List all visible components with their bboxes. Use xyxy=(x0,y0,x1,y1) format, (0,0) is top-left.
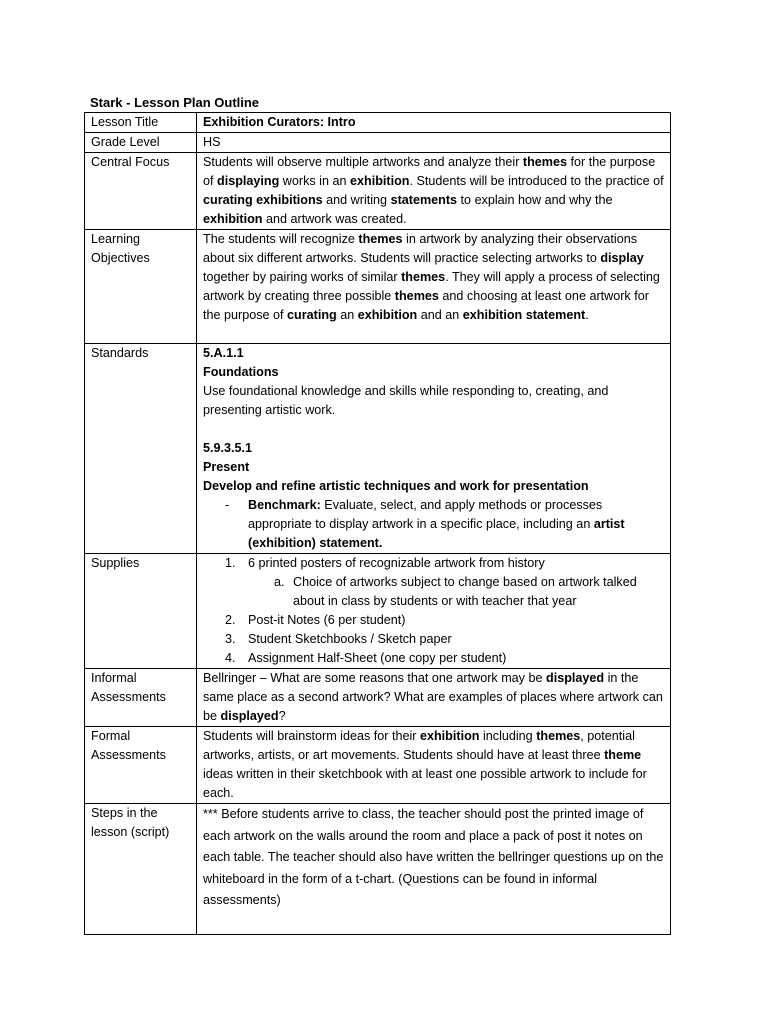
value-formal-assessments xyxy=(197,727,671,804)
label-learning-objectives: Learning Objectives xyxy=(85,230,197,344)
row-standards xyxy=(85,344,671,554)
benchmark-item: - Benchmark: Evaluate, select, and apply methods or processes appropriate to display artwork in a specific place, including an artist (exhibition) statement. xyxy=(225,498,625,550)
standard-heading-2: Present xyxy=(203,460,250,474)
standard-code-2: 5.9.3.5.1 xyxy=(203,441,253,455)
list-item: 1. 6 printed posters of recognizable artwork from history a. Choice of artworks subject to change based on artwork talked about in class by students or with teacher that year xyxy=(203,554,665,611)
label-central-focus: Central Focus xyxy=(85,153,197,230)
row-grade-level xyxy=(85,133,671,153)
lesson-title-text: Exhibition Curators: Intro xyxy=(203,115,356,129)
label-steps: Steps in the lesson (script) xyxy=(85,804,197,935)
row-steps xyxy=(85,804,671,935)
supplies-list xyxy=(203,554,665,668)
value-supplies xyxy=(197,554,671,669)
label-lesson-title: Lesson Title xyxy=(85,113,197,133)
value-learning-objectives xyxy=(197,230,671,344)
row-learning-objectives xyxy=(85,230,671,344)
label-standards: Standards xyxy=(85,344,197,554)
informal-assessments-text: Bellringer – What are some reasons that one artwork may be displayed in the same place as a second artwork? What are examples of places where artwork can be displayed? xyxy=(203,671,663,723)
row-lesson-title xyxy=(85,113,671,133)
central-focus-text: Students will observe multiple artworks and analyze their themes for the purpose of displaying works in an exhibition. Students will be introduced to the practice of curating exhibitions and writing statements to explain how and why the exhibition and artwork was created. xyxy=(203,155,664,226)
row-informal-assessments xyxy=(85,669,671,727)
standard-code-1: 5.A.1.1 xyxy=(203,346,244,360)
label-informal-assessments: Informal Assessments xyxy=(85,669,197,727)
value-grade-level: HS xyxy=(197,133,671,153)
value-standards xyxy=(197,344,671,554)
value-informal-assessments xyxy=(197,669,671,727)
standard-description-1: Use foundational knowledge and skills while responding to, creating, and presenting artistic work. xyxy=(203,384,609,417)
benchmark-list xyxy=(203,496,665,553)
label-formal-assessments: Formal Assessments xyxy=(85,727,197,804)
row-formal-assessments xyxy=(85,727,671,804)
standard-description-2: Develop and refine artistic techniques and work for presentation xyxy=(203,479,589,493)
learning-objectives-text: The students will recognize themes in artwork by analyzing their observations about six different artworks. Students will practice selecting artworks to display together by pairing works of similar themes. They will apply a process of selecting artwork by creating three possible themes and choosing at least one artwork for the purpose of curating an exhibition and an exhibition statement. xyxy=(203,232,660,322)
formal-assessments-text: Students will brainstorm ideas for their exhibition including themes, potential artworks, artists, or art movements. Students should have at least three theme ideas written in their sketchbook with at least one possible artwork to include for each. xyxy=(203,729,647,800)
label-supplies: Supplies xyxy=(85,554,197,669)
document-title: Stark - Lesson Plan Outline xyxy=(90,95,260,110)
list-item: a. Choice of artworks subject to change based on artwork talked about in class by students or with teacher that year xyxy=(274,575,637,608)
steps-text: *** Before students arrive to class, the teacher should post the printed image of each artwork on the walls around the room and place a pack of post it notes on each table. The teacher should also have written the bellringer questions up on the whiteboard in the form of a t-chart. (Questions can be found in informal assessments) xyxy=(203,807,664,908)
standard-heading-1: Foundations xyxy=(203,365,279,379)
value-steps xyxy=(197,804,671,935)
lesson-plan-table xyxy=(84,112,671,935)
row-supplies xyxy=(85,554,671,669)
list-item: 4. Assignment Half-Sheet (one copy per student) xyxy=(225,651,507,665)
list-item: 2. Post-it Notes (6 per student) xyxy=(225,613,406,627)
value-lesson-title xyxy=(197,113,671,133)
value-central-focus xyxy=(197,153,671,230)
row-central-focus xyxy=(85,153,671,230)
list-item: 3. Student Sketchbooks / Sketch paper xyxy=(225,632,452,646)
label-grade-level: Grade Level xyxy=(85,133,197,153)
